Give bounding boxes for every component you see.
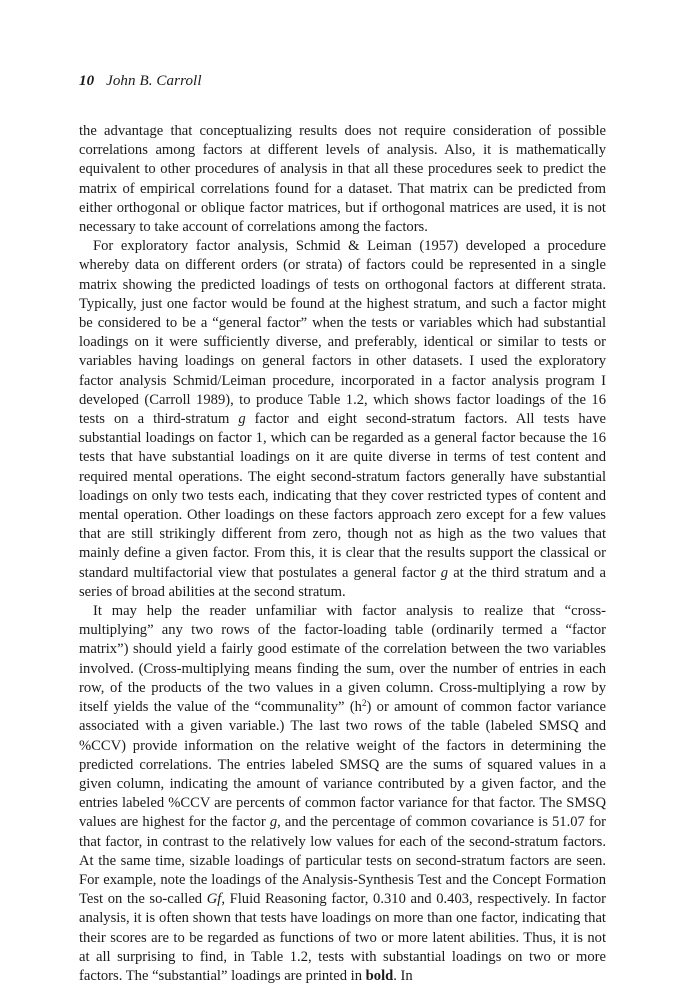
text-segment: factor and eight second-stratum factors. All tests have substantial loadings on factor 1, which can be regarded as a general factor because the 16 tests that have substantial loadings on it are quite diverse in terms of test content and required mental operations. The eight second-stratum factors generally have substantial loadings on only two tests each, indicating that they cover restricted types of content and mental operation. Other loadings on these factors approach zero except for a few values that are still strikingly different from zero, though not as high as the two values that mainly define a given factor. From this, it is clear that the results support the classical or standard multifactorial view that postulates a general factor xyxy=(79,411,606,581)
text-segment: g xyxy=(440,564,449,581)
text-segment: g xyxy=(238,411,246,428)
text-segment: . In xyxy=(393,967,413,984)
text-segment: Gf xyxy=(206,891,222,908)
page-number: 10 xyxy=(79,73,95,89)
text-segment: the advantage that conceptualizing results does not require consideration of possible correlations among factors at different levels of analysis. Also, it is mathematically equivalent to other procedures of analysis in that all these procedures seek to predict the matrix of empirical correlations found for a dataset. That matrix can be predicted from either orthogonal or oblique factor matrices, but if orthogonal matrices are used, it is not necessary to take account of correlations among the factors. xyxy=(79,123,606,236)
text-segment: , and the percentage of common covariance is 51.07 for that factor, in contrast to the relatively low values for each of the second-stratum factors. At the same time, sizable loadings of particular tests on second-stratum factors are seen. For example, note the loadings of the Analysis-Synthesis Test and the Concept Formation Test on the so-called xyxy=(79,814,606,908)
text-segment: bold xyxy=(365,967,394,984)
text-segment: For exploratory factor analysis, Schmid & Leiman (1957) developed a procedure whereby data on different orders (or strata) of factors could be represented in a single matrix showing the predicted loadings of tests on orthogonal factors at different strata. Typically, just one factor would be found at the highest stratum, and such a factor might be considered to be a “general factor” when the tests or variables which had substantial loadings on it were sufficiently diverse, and preferably, identical or similar to tests or variables having loadings on general factors in other datasets. I used the exploratory factor analysis Schmid/Leiman procedure, incorporated in a factor analysis program I developed (Carroll 1989), to produce Table 1.2, which shows factor loadings of the 16 tests on a third-stratum xyxy=(79,238,606,428)
text-segment: 2 xyxy=(361,698,367,709)
paragraph xyxy=(79,602,606,986)
paragraph xyxy=(79,122,606,237)
text-segment: It may help the reader unfamiliar with factor analysis to realize that “cross-multiplying” any two rows of the factor-loading table (ordinarily termed a “factor matrix”) should yield a fairly good estimate of the correlation between the two variables involved. (Cross-multiplying means finding the sum, over the number of entries in each row, of the products of the two values in a given column. Cross-multiplying a row by itself yields the value of the “communality” (h xyxy=(79,603,606,716)
body-text xyxy=(79,122,606,986)
text-segment: , Fluid Reasoning factor, 0.310 and 0.403, respectively. In factor analysis, it is often shown that tests have loadings on more than one factor, indicating that their scores are to be regarded as functions of two or more latent abilities. Thus, it is not at all surprising to find, in Table 1.2, tests with substantial loadings on two or more factors. The “substantial” loadings are printed in xyxy=(79,891,606,984)
text-segment: at the third stratum and a series of broad abilities at the second stratum. xyxy=(79,564,606,600)
text-segment: g xyxy=(269,814,278,831)
document-page xyxy=(79,72,606,986)
text-segment: ) or amount of common factor variance associated with a given variable.) The last two rows of the table (labeled SMSQ and %CCV) provide information on the relative weight of the factors in determining the predicted correlations. The entries labeled SMSQ are the sums of squared values in a given column, indicating the amount of variance contributed by a given factor, and the entries labeled %CCV are percents of common factor variance for that factor. The SMSQ values are highest for the factor xyxy=(79,699,606,831)
paragraph xyxy=(79,237,606,602)
author-name: John B. Carroll xyxy=(106,73,202,89)
running-head xyxy=(79,72,606,90)
